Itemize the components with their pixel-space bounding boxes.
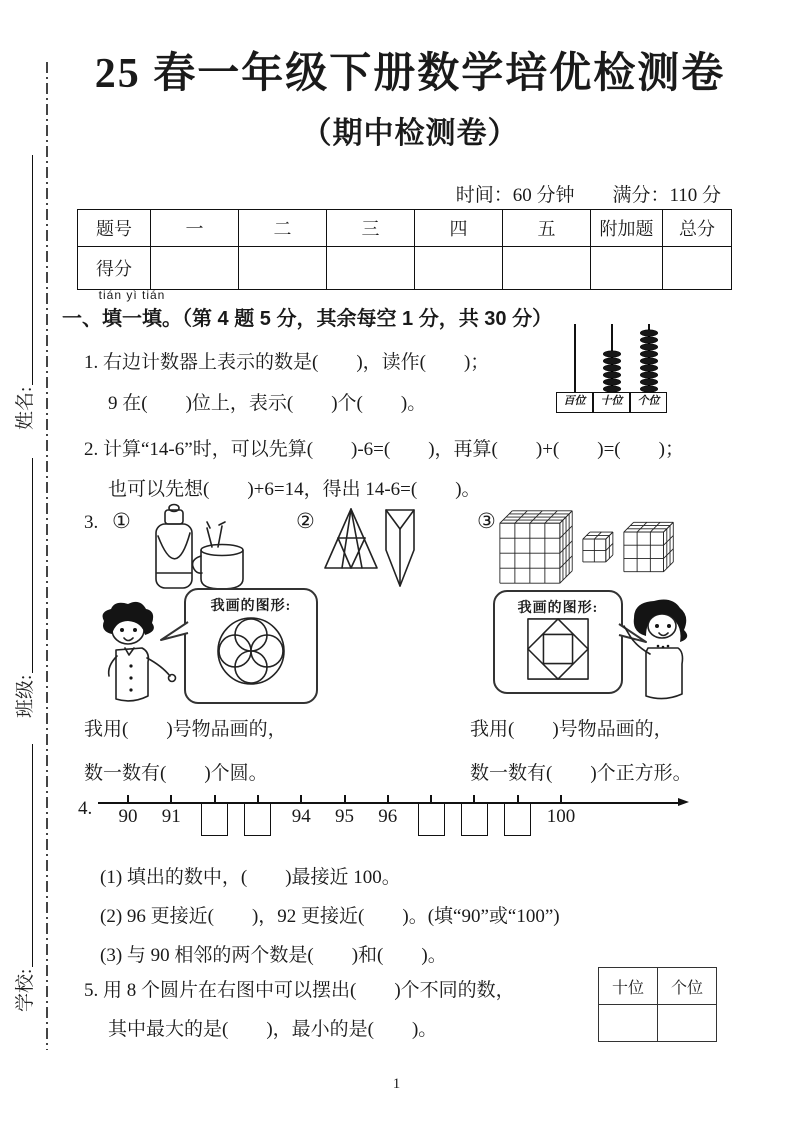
number-line-tick [344, 795, 346, 804]
number-line-tick [300, 795, 302, 804]
bubble-label: 我画的图形: [517, 601, 599, 616]
score-table-header: 附加题 [591, 210, 663, 247]
score-table-header: 三 [327, 210, 415, 247]
q3-right-line1: 我用( )号物品画的， [470, 719, 673, 740]
abacus-counter-figure [556, 318, 667, 413]
place-value-table [598, 967, 717, 1042]
number-line-tick [170, 795, 172, 804]
place-value-label: 百位 [556, 392, 593, 413]
q3-left-line1: 我用( )号物品画的， [84, 719, 287, 740]
q2-line1: 2. 计算“14-6”时，可以先算( )-6=( )，再算( )+( )=( )； [84, 439, 684, 460]
score-cell [591, 247, 663, 290]
option-1-tag: ① [112, 509, 131, 533]
score-table-header: 五 [503, 210, 591, 247]
number-line-answer-box [418, 803, 445, 836]
number-line-answer-box [201, 803, 228, 836]
school-field [10, 744, 37, 1012]
place-value-label: 个位 [630, 392, 667, 413]
place-value-label: 十位 [593, 392, 630, 413]
q5-line1: 5. 用 8 个圆片在右图中可以摆出( )个不同的数， [84, 980, 515, 1001]
score-cell [151, 247, 239, 290]
section-word-with-pinyin [98, 288, 166, 331]
section-score-note: 。（第 4 题 5 分，其余每空 1 分，共 30 分） [162, 308, 553, 330]
score-cell [415, 247, 503, 290]
ones-header: 个位 [658, 968, 717, 1005]
q1-line1: 1. 右边计数器上表示的数是( )，读作( )； [84, 352, 490, 373]
number-line-tick-label: 95 [335, 806, 354, 827]
counter-column [593, 318, 630, 413]
tens-cell [599, 1005, 658, 1042]
number-line-arrow [678, 798, 689, 806]
q5-line2: 其中最大的是( )，最小的是( )。 [108, 1019, 438, 1040]
girl-speech-bubble [493, 590, 623, 694]
number-line-tick-label: 91 [161, 806, 181, 827]
number-line-tick-label: 96 [378, 806, 398, 827]
q4-number: 4. [78, 798, 93, 819]
q3-number: 3. [84, 512, 99, 533]
class-field [10, 458, 37, 718]
q1-line2: 9 在( )位上，表示( )个( )。 [108, 393, 427, 414]
q4-item-2: (2) 96 更接近( )，92 更接近( )。(填“90”或“100”) [100, 906, 560, 927]
flower-circles-figure [215, 615, 287, 687]
name-label: 姓名: [15, 386, 36, 430]
section-one-heading [62, 288, 553, 331]
score-table-header: 题号 [78, 210, 151, 247]
section-word: 填一填 [102, 308, 162, 330]
q4-item-3: (3) 与 90 相邻的两个数是( )和( )。 [100, 945, 447, 966]
boy-icon [92, 600, 184, 706]
page-subtitle: （期中检测卷） [301, 117, 519, 150]
option-3-tag: ③ [477, 509, 496, 533]
thermos-and-mug-icon [148, 503, 252, 593]
score-table-header: 四 [415, 210, 503, 247]
pyramid-shapes-icon [322, 506, 418, 590]
score-table-header: 总分 [663, 210, 732, 247]
option-2-tag: ② [296, 509, 315, 533]
fold-line [46, 62, 48, 1050]
number-line-tick [560, 795, 562, 804]
score-row-label: 得分 [78, 247, 151, 290]
score-table-header-row [78, 210, 732, 247]
bubble-label: 我画的图形: [210, 599, 292, 614]
score-table-header: 一 [151, 210, 239, 247]
number-line-answer-box [244, 803, 271, 836]
pinyin-annotation: tián yì tián [98, 288, 166, 302]
rubiks-cube-3x3-icon [623, 518, 674, 576]
class-blank-line [32, 458, 33, 673]
score-cell [239, 247, 327, 290]
class-label: 班级: [15, 674, 36, 718]
score-table [77, 209, 732, 290]
q3-right-line2: 数一数有( )个正方形。 [470, 763, 692, 784]
bubble-tail [160, 620, 190, 646]
place-value-empty-row [599, 1005, 717, 1042]
page-title: 25 春一年级下册数学培优检测卷 [94, 51, 726, 97]
time-score-info: 时间：60 分钟 满分：110 分 [455, 185, 721, 206]
number-line-answer-box [504, 803, 531, 836]
score-cell [663, 247, 732, 290]
name-blank-line [32, 155, 33, 385]
tens-header: 十位 [599, 968, 658, 1005]
q3-left-line2: 数一数有( )个圆。 [84, 763, 268, 784]
ones-cell [658, 1005, 717, 1042]
q4-item-1: (1) 填出的数中，( )最接近 100。 [100, 867, 401, 888]
section-number: 一、 [62, 308, 102, 330]
rubiks-cube-4x4-icon [499, 505, 573, 589]
number-line-axis [98, 802, 680, 804]
score-table-header: 二 [239, 210, 327, 247]
name-field [10, 155, 37, 430]
boy-speech-bubble [184, 588, 318, 704]
number-line-tick-label: 90 [118, 806, 138, 827]
school-blank-line [32, 744, 33, 967]
counter-column [630, 318, 667, 413]
number-line-tick-label: 94 [291, 806, 311, 827]
score-table-score-row [78, 247, 732, 290]
q2-line2: 也可以先想( )+6=14，得出 14-6=( )。 [108, 479, 481, 500]
number-line-answer-box [461, 803, 488, 836]
nested-squares-figure [526, 617, 590, 681]
rubiks-cubes-group [499, 504, 674, 589]
school-label: 学校: [15, 968, 36, 1012]
page-number: 1 [392, 1076, 401, 1092]
girl-icon [620, 596, 704, 704]
counter-column [556, 318, 593, 413]
place-value-header-row [599, 968, 717, 1005]
score-cell [327, 247, 415, 290]
rubiks-cube-2x2-icon [582, 529, 614, 565]
number-line-tick-label: 100 [546, 806, 576, 827]
number-line-tick [127, 795, 129, 804]
score-cell [503, 247, 591, 290]
number-line [96, 792, 702, 856]
number-line-tick [387, 795, 389, 804]
